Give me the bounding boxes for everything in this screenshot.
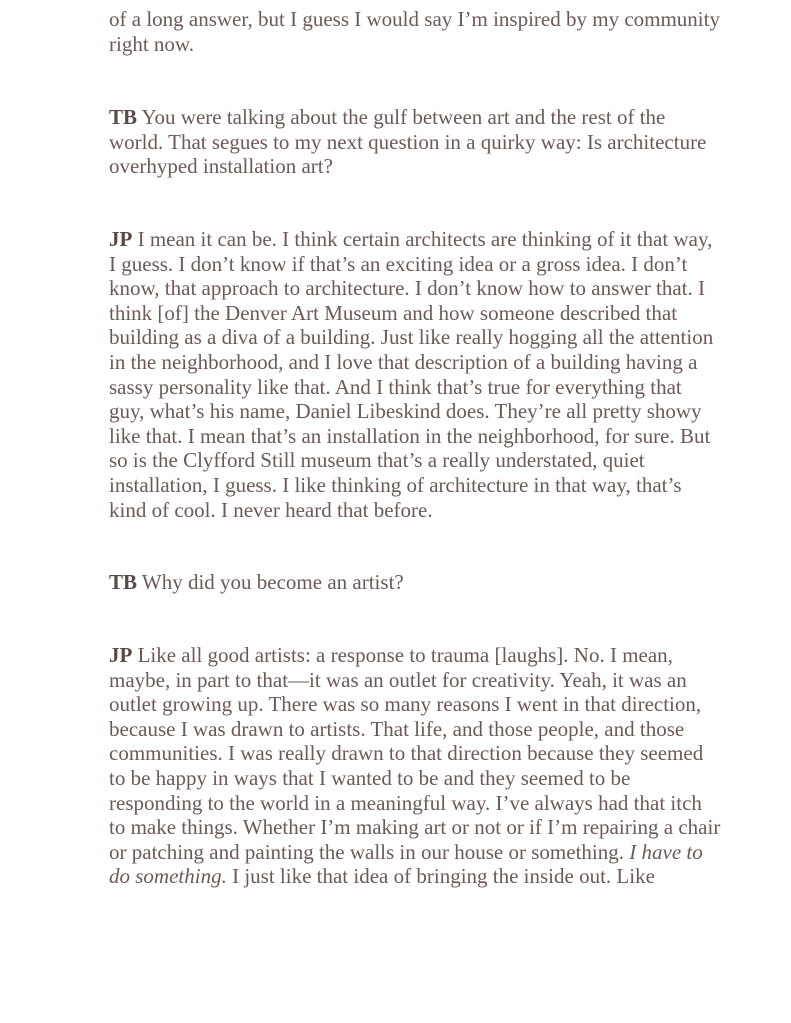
text-segment: Why did you become an artist?: [137, 570, 404, 594]
text-segment: I just like that idea of bringing the inside out. Like: [226, 864, 655, 889]
text-line: so is the Clyfford Still museum that’s a really understated, quiet: [109, 448, 645, 473]
text-line: right now.: [109, 31, 194, 56]
paragraph-jp-answer-architecture: [109, 227, 779, 522]
text-line: outlet growing up. There was so many reasons I went in that direction,: [109, 692, 702, 717]
speaker-initials: JP: [109, 227, 133, 251]
text-line: think [of] the Denver Art Museum and how someone described that: [109, 300, 678, 325]
text-line: [109, 570, 779, 595]
text-line: installation, I guess. I like thinking of architecture in that way, that’s: [109, 472, 682, 497]
text-line: [109, 105, 779, 130]
text-line: I guess. I don’t know if that’s an exciting idea or a gross idea. I don’t: [109, 251, 688, 276]
italic-emphasis: do something.: [109, 864, 227, 889]
speaker-initials: JP: [109, 643, 133, 667]
text-line: in the neighborhood, and I love that description of a building having a: [109, 349, 698, 374]
text-line: because I was drawn to artists. That life, and those people, and those: [109, 716, 685, 741]
text-line: sassy personality like that. And I think that’s true for everything that: [109, 374, 682, 399]
text-line: overhyped installation art?: [109, 154, 333, 179]
paragraph-tb-question-architecture: [109, 105, 779, 179]
text-segment: or patching and painting the walls in our house or something.: [109, 839, 624, 864]
text-segment: You were talking about the gulf between art and the rest of the: [137, 105, 666, 129]
text-line: world. That segues to my next question in a quirky way: Is architecture: [109, 129, 707, 154]
italic-emphasis: I have to: [624, 839, 703, 864]
text-line: to be happy in ways that I wanted to be and they seemed to be: [109, 765, 631, 790]
text-line: to make things. Whether I’m making art or not or if I’m repairing a chair: [109, 815, 721, 840]
text-line: [109, 227, 779, 252]
text-line: [109, 864, 779, 889]
text-line: [109, 643, 779, 668]
paragraph-continuation: [109, 7, 779, 56]
text-segment: Like all good artists: a response to trauma [laughs]. No. I mean,: [132, 643, 673, 667]
text-segment: I mean it can be. I think certain architects are thinking of it that way,: [132, 227, 713, 251]
paragraph-tb-question-artist: [109, 570, 779, 595]
text-line: guy, what’s his name, Daniel Libeskind does. They’re all pretty showy: [109, 399, 702, 424]
text-line: responding to the world in a meaningful way. I’ve always had that itch: [109, 790, 702, 815]
text-line: like that. I mean that’s an installation in the neighborhood, for sure. But: [109, 423, 711, 448]
text-line: building as a diva of a building. Just like really hogging all the attention: [109, 325, 714, 350]
text-line: of a long answer, but I guess I would say I’m inspired by my community: [109, 7, 720, 31]
text-line: [109, 840, 779, 865]
text-line: know, that approach to architecture. I don’t know how to answer that. I: [109, 276, 705, 301]
paragraph-jp-answer-artist: [109, 643, 779, 889]
speaker-initials: TB: [109, 570, 138, 594]
text-line: communities. I was really drawn to that direction because they seemed: [109, 741, 704, 766]
text-line: maybe, in part to that—it was an outlet for creativity. Yeah, it was an: [109, 667, 687, 692]
speaker-initials: TB: [109, 105, 138, 129]
text-line: kind of cool. I never heard that before.: [109, 497, 433, 522]
